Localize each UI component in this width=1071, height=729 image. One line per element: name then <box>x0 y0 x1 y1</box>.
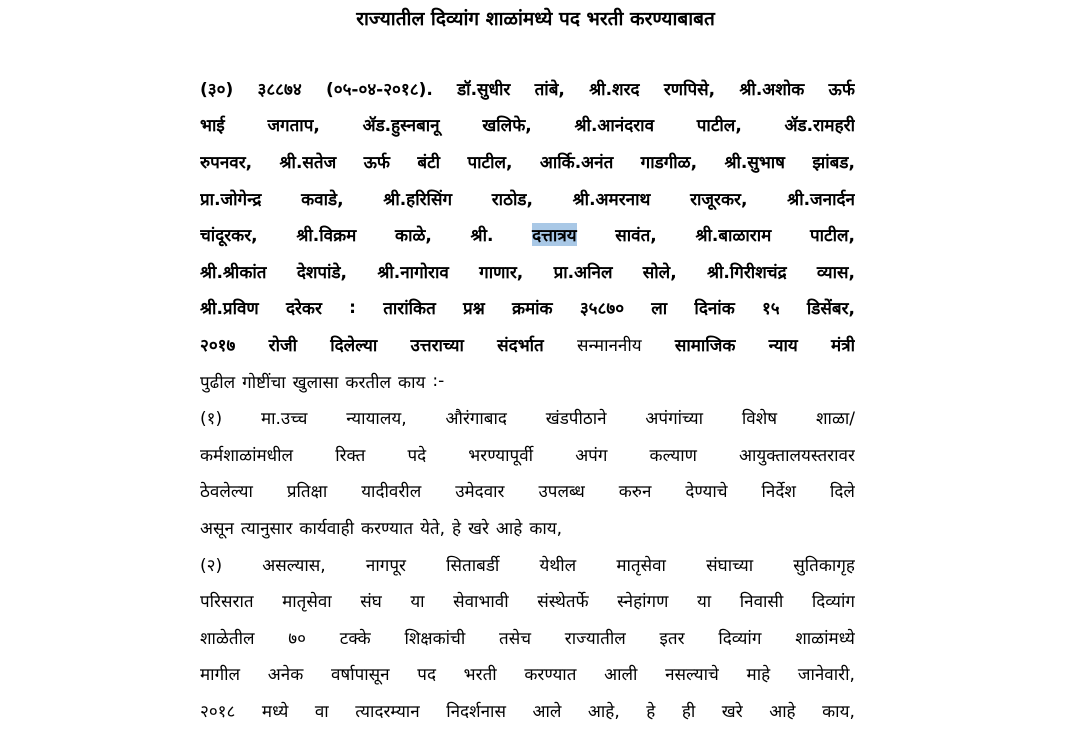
text-line <box>200 143 855 180</box>
word: पदे <box>407 445 427 466</box>
word: ऊर्फ <box>363 152 391 173</box>
word: ला <box>651 299 668 320</box>
word: कल्याण <box>649 445 697 466</box>
word: हे <box>646 701 656 722</box>
word: (३०) <box>200 79 234 100</box>
word: डॉ.सुधीर <box>457 79 511 100</box>
text-line <box>200 619 855 656</box>
word: निर्देश <box>761 482 796 503</box>
word: श्री.सुभाष <box>724 152 786 173</box>
word: श्री.अमरनाथ <box>572 189 651 210</box>
word: श्री.शरद <box>589 79 640 100</box>
word: श्री. <box>470 226 494 247</box>
word: आहे <box>495 518 523 539</box>
word: टक्के <box>339 628 371 649</box>
word: शाळा/ <box>815 409 855 430</box>
word: क्रमांक <box>511 299 553 320</box>
word: काळे, <box>395 226 432 247</box>
word: मध्ये <box>261 701 289 722</box>
word: आहे, <box>587 701 620 722</box>
word: पाटील, <box>467 152 513 173</box>
word: करण्यात <box>361 518 414 539</box>
word: संस्थेतर्फे <box>537 592 589 613</box>
word: कार्यवाही <box>299 518 355 539</box>
word: पद <box>417 665 436 686</box>
word: राजूरकर, <box>690 189 748 210</box>
word: : <box>349 297 356 318</box>
word: दिव्यांग <box>718 628 762 649</box>
word: व्यास, <box>816 262 855 283</box>
word: असून <box>200 518 234 539</box>
text-line <box>200 546 855 583</box>
word: मागील <box>200 665 241 686</box>
word: डिसेंबर, <box>806 299 855 320</box>
word: कवाडे, <box>301 189 344 210</box>
word: प्रश्न <box>463 299 485 320</box>
text-line <box>200 363 855 400</box>
word: काय, <box>822 701 855 722</box>
word: तारांकित <box>383 299 436 320</box>
word: शाळांमध्ये <box>795 628 855 649</box>
word: या <box>696 592 712 613</box>
word: करुन <box>618 482 652 503</box>
word: अपंगांच्या <box>645 409 704 430</box>
word: श्री.अशोक <box>739 79 805 100</box>
word: चांदूरकर, <box>200 226 258 247</box>
word: वा <box>314 701 329 722</box>
word: २०१७ <box>200 335 236 356</box>
word: ॲड.हुस्नबानू <box>362 116 440 137</box>
word: जानेवारी, <box>797 665 855 686</box>
word: रणपिसे, <box>663 79 716 100</box>
text-line <box>200 509 855 546</box>
word: श्री.आनंदराव <box>574 116 655 137</box>
word: उपलब्ध <box>538 482 585 503</box>
word: प्रा.जोगेन्द्र <box>200 189 262 210</box>
word: दिलेल्या <box>330 335 378 356</box>
word: न्याय <box>768 335 798 356</box>
word: खुलासा <box>292 372 339 393</box>
word: निदर्शनास <box>446 701 506 722</box>
word: अनेक <box>267 665 304 686</box>
word: बंटी <box>417 152 441 173</box>
text-line <box>200 436 855 473</box>
document-title: राज्यातील दिव्यांग शाळांमध्ये पद भरती करण्याबाबत <box>356 8 715 30</box>
text-line <box>200 290 855 327</box>
word: न्यायालय, <box>346 409 407 430</box>
word: करतील <box>345 372 392 393</box>
word: दिनांक <box>694 299 735 320</box>
word: (२) <box>200 555 223 576</box>
text-line <box>200 326 855 363</box>
text-line <box>200 473 855 510</box>
word: श्री.विक्रम <box>296 226 357 247</box>
word: श्री.गिरीशचंद्र <box>706 262 787 283</box>
word: कर्मशाळांमधील <box>200 445 294 466</box>
word: देशपांडे, <box>296 262 348 283</box>
word: दरेकर <box>285 299 322 320</box>
word: झांबड, <box>812 152 855 173</box>
word: (०५-०४-२०१८). <box>325 79 433 100</box>
word: सामाजिक <box>674 335 736 356</box>
word: खंडपीठाने <box>545 409 607 430</box>
text-line <box>200 180 855 217</box>
word: भरण्यापूर्वी <box>468 445 534 466</box>
word: असल्यास, <box>262 555 326 576</box>
word: ठेवलेल्या <box>200 482 253 503</box>
word: दिले <box>829 482 855 503</box>
text-line <box>200 107 855 144</box>
word: ऊर्फ <box>828 79 855 100</box>
word: संघ <box>360 592 382 613</box>
word: येते, <box>420 518 446 539</box>
word: परिसरात <box>200 592 254 613</box>
word: गोष्टींचा <box>242 372 286 393</box>
word: निवासी <box>739 592 784 613</box>
word: या <box>410 592 425 613</box>
word: भाई <box>200 116 225 137</box>
word: ॲड.रामहरी <box>784 116 855 137</box>
word: यादीवरील <box>361 482 422 503</box>
word: गाणार, <box>479 262 524 283</box>
word: स्नेहांगण <box>617 592 669 613</box>
word: सोले, <box>642 262 677 283</box>
word: श्री.सतेज <box>279 152 337 173</box>
word: प्रतिक्षा <box>286 482 328 503</box>
word: :- <box>432 371 445 392</box>
word: राज्यातील <box>564 628 626 649</box>
word: शिक्षकांची <box>404 628 466 649</box>
word: मा.उच्च <box>260 409 308 430</box>
word: पाटील, <box>809 226 855 247</box>
word: प्रा.अनिल <box>553 262 613 283</box>
text-line <box>200 70 855 107</box>
word: श्री.बाळाराम <box>695 226 772 247</box>
word: खलिफे, <box>482 116 532 137</box>
word: पाटील, <box>696 116 742 137</box>
text-line <box>200 399 855 436</box>
text-line <box>200 216 855 253</box>
word: खरे <box>468 518 489 539</box>
word: (१) <box>200 409 223 430</box>
word: उमेदवार <box>455 482 505 503</box>
word: सुतिकागृह <box>793 555 855 576</box>
word: त्यादरम्यान <box>355 701 420 722</box>
word: वर्षापासून <box>330 665 390 686</box>
word: काय <box>398 372 426 393</box>
word: देण्याचे <box>685 482 728 503</box>
word: विशेष <box>741 409 778 430</box>
word: आयुक्तालयस्तरावर <box>739 445 855 466</box>
word: अपंग <box>575 445 608 466</box>
word: श्री.प्रविण <box>200 299 259 320</box>
word: सिताबर्डी <box>446 555 500 576</box>
document-body <box>200 70 855 729</box>
word: श्री.हरिसिंग <box>383 189 453 210</box>
word: तसेच <box>499 628 532 649</box>
word: रिक्त <box>335 445 366 466</box>
word: काय, <box>529 518 563 539</box>
word: ७० <box>288 628 306 649</box>
word: रोजी <box>268 335 297 356</box>
word: सन्माननीय <box>577 335 642 356</box>
word: श्री.श्रीकांत <box>200 262 267 283</box>
word: येथील <box>539 555 577 576</box>
word: करण्यात <box>524 665 577 686</box>
word: हे <box>452 518 462 539</box>
word: आले <box>532 701 562 722</box>
word: राठोड, <box>491 189 533 210</box>
word: नसल्याचे <box>665 665 719 686</box>
word: तांबे, <box>534 79 565 100</box>
word: आली <box>604 665 638 686</box>
word: जगताप, <box>267 116 320 137</box>
word: गाडगीळ, <box>640 152 698 173</box>
word: सेवाभावी <box>453 592 509 613</box>
word: संघाच्या <box>706 555 754 576</box>
word: श्री.नागोराव <box>377 262 449 283</box>
word: मंत्री <box>831 335 855 356</box>
text-line <box>200 656 855 693</box>
word: त्यानुसार <box>240 518 293 539</box>
word: ३५८७० <box>579 299 625 320</box>
word: संदर्भात <box>497 335 544 356</box>
word: ही <box>681 701 696 722</box>
word: उत्तराच्या <box>410 335 464 356</box>
word: सावंत, <box>615 226 657 247</box>
word: माहे <box>746 665 771 686</box>
word: खरे <box>721 701 743 722</box>
word: इतर <box>659 628 685 649</box>
word: श्री.जनार्दन <box>787 189 855 210</box>
word: दिव्यांग <box>811 592 855 613</box>
word: मातृसेवा <box>282 592 332 613</box>
word: औरंगाबाद <box>445 409 507 430</box>
word: २०१८ <box>200 701 236 722</box>
word: पुढील <box>200 372 236 393</box>
word: आर्कि.अनंत <box>539 152 614 173</box>
text-line <box>200 692 855 729</box>
word: आहे <box>769 701 796 722</box>
word: ३८८७४ <box>257 79 302 100</box>
word: नागपूर <box>365 555 406 576</box>
highlighted-text: दत्तात्रय <box>532 223 576 246</box>
word: शाळेतील <box>200 628 255 649</box>
word: १५ <box>761 299 780 320</box>
text-line <box>200 253 855 290</box>
text-line <box>200 582 855 619</box>
word: भरती <box>463 665 497 686</box>
word: मातृसेवा <box>616 555 666 576</box>
word: रुपनवर, <box>200 152 253 173</box>
